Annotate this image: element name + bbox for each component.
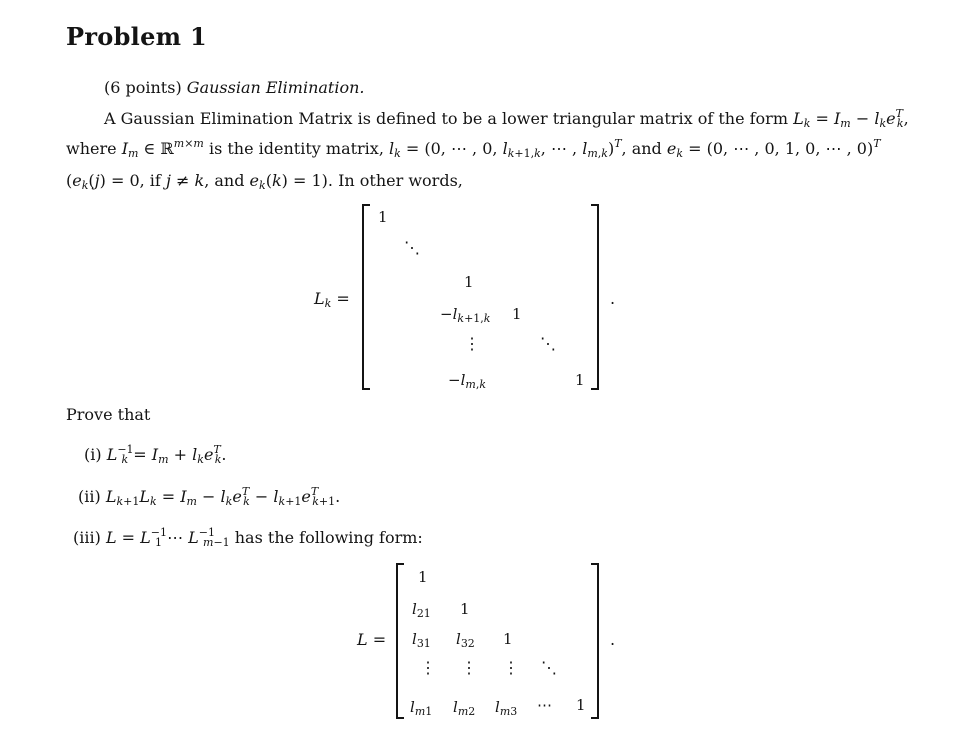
matrix-l-entry: 1: [576, 696, 586, 714]
matrix-l-period: .: [610, 630, 616, 649]
topic-label: Gaussian Elimination.: [186, 78, 365, 97]
definition-text: A Gaussian Elimination Matrix is defined to be a lower triangular matrix of the form: [104, 109, 788, 128]
matrix-lk-entry-lmk: $-l_{m,k}$: [448, 371, 486, 391]
matrix-lk-entry-lk1: $-l_{k+1,k}$: [440, 305, 491, 325]
matrix-lk-entry: ⋱: [404, 238, 420, 257]
matrix-l-entry-l32: $l_{32}$: [456, 630, 475, 650]
matrix-lk-entry: 1: [512, 305, 522, 323]
matrix-l-entry: ⋮: [503, 658, 519, 677]
matrix-l-entry: ⋱: [541, 658, 557, 677]
ekj-formula: $e_k(j)$: [72, 171, 106, 192]
matrix-l-entry-l31: $l_{31}$: [412, 630, 431, 650]
identity-formula: $I_m$ ∈ ℝ$^{m\times m}$: [121, 137, 204, 160]
prove-item-2: [78, 487, 340, 506]
problem-intro: [104, 78, 365, 97]
matrix-lk-label: $L_k$ =: [314, 289, 350, 310]
matrix-l-entry-lm2: $l_{m2}$: [453, 698, 476, 718]
definition-formula: $L_k = I_m - l_ke^T_k$,: [793, 107, 909, 130]
definition-line-1: [104, 109, 909, 128]
matrix-l-left-bracket: [396, 563, 404, 719]
lk-vector-formula: $l_k = (0$, ⋯ , 0, $l_{k+1,k}$, ⋯ , $l_{m,k})^T$: [389, 137, 622, 160]
matrix-l-entry: ⋮: [420, 658, 436, 677]
matrix-l-entry: ⋯: [537, 696, 552, 714]
if-text: = 0, if: [110, 171, 161, 190]
matrix-lk-left-bracket: [362, 204, 370, 390]
matrix-l-entry: 1: [460, 600, 470, 618]
item-number: (i): [84, 445, 102, 464]
matrix-l-entry-l21: $l_{21}$: [412, 600, 431, 620]
item-number: (iii): [73, 528, 101, 547]
matrix-lk-entry: ⋮: [464, 334, 480, 353]
item-formula: $L = L^{-1}_1$ ⋯ $L^{-1}_{m-1}$: [105, 526, 230, 549]
matrix-l-entry-lm1: $l_{m1}$: [410, 698, 433, 718]
prove-item-3: [73, 528, 423, 547]
definition-line-2: [66, 139, 881, 158]
matrix-l-entry: 1: [418, 568, 428, 586]
item-formula: $L_{k+1}L_k = I_m - l_ke^T_k - l_{k+1}e^T_{k+1}$.: [105, 485, 341, 508]
identity-text: is the identity matrix,: [208, 139, 384, 158]
matrix-lk-period: .: [610, 289, 616, 308]
other-words-text: = 1). In other words,: [292, 171, 463, 190]
points-label: (6 points): [104, 78, 182, 97]
and-label-2: , and: [204, 171, 245, 190]
matrix-lk-entry: 1: [464, 273, 474, 291]
ekk-formula: $e_k(k)$: [249, 171, 288, 192]
problem-title: Problem 1: [66, 22, 208, 51]
matrix-lk-entry: 1: [378, 208, 388, 226]
matrix-l-label: L =: [357, 630, 387, 649]
prove-item-1: [84, 445, 227, 464]
ek-vector-formula: $e_k = (0$, ⋯ , 0, 1, 0, ⋯ , 0)$^T$: [666, 137, 881, 160]
matrix-l-entry: 1: [503, 630, 513, 648]
prove-heading: Prove that: [66, 405, 151, 424]
matrix-lk-entry: ⋱: [540, 334, 556, 353]
matrix-l-entry: ⋮: [461, 658, 477, 677]
matrix-l-right-bracket: [591, 563, 599, 719]
item-number: (ii): [78, 487, 101, 506]
j-neq-k-formula: j ≠ k: [165, 171, 205, 190]
matrix-lk-entry: 1: [575, 371, 585, 389]
and-label: , and: [621, 139, 662, 158]
item-formula: $L^{-1}_k = I_m + l_ke^T_k$.: [106, 443, 227, 466]
definition-line-3: ($e_k(j) = 0$, if j ≠ k, and $e_k(k) = 1$). In other words,: [66, 171, 463, 192]
where-label: where: [66, 139, 117, 158]
matrix-lk-right-bracket: [591, 204, 599, 390]
item-tail: has the following form:: [234, 528, 423, 547]
matrix-l-entry-lm3: $l_{m3}$: [495, 698, 518, 718]
